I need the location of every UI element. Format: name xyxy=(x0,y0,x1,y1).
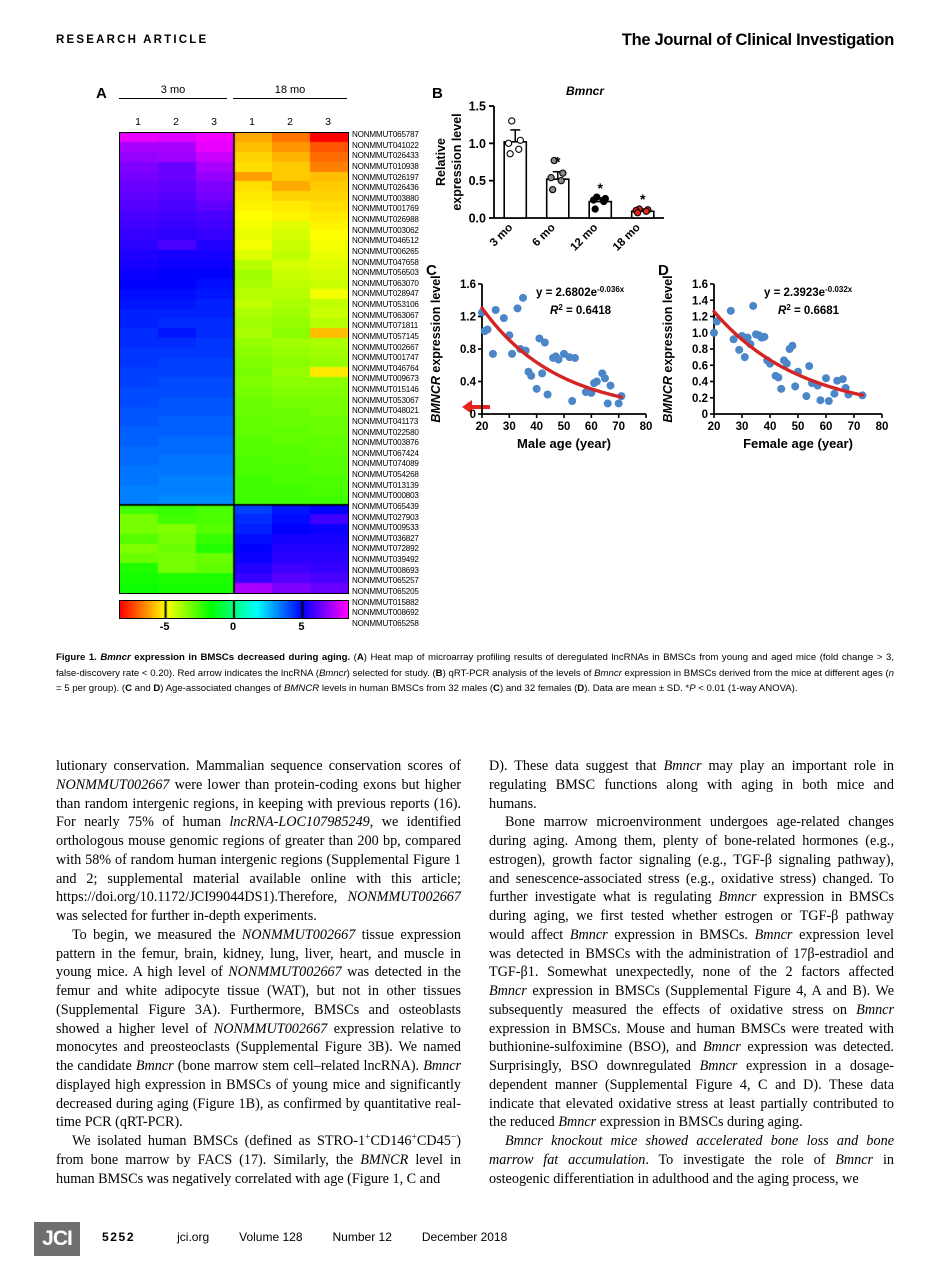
gene-label: NONMMUT067424 xyxy=(352,448,419,458)
gene-label: NONMMUT002667 xyxy=(352,342,419,352)
group-rule-3mo xyxy=(119,98,227,99)
data-point xyxy=(517,137,523,143)
gene-label: NONMMUT001769 xyxy=(352,204,419,214)
x-tick-label: 60 xyxy=(819,421,833,433)
gene-label: NONMMUT057145 xyxy=(352,331,419,341)
data-point xyxy=(749,302,757,310)
panel-b-letter: B xyxy=(432,85,443,102)
gene-label: NONMMUT072892 xyxy=(352,544,419,554)
body-paragraph: Bone marrow microenvironment undergoes age-related changes during aging. Among them, plenty of bone-related hormones (e.g., estrogen), growth factor signaling (e.g., TGF-β signaling pathway), and senescence-associated stress (e.g., oxidative stress) changed. To further investigate what is regulating Bmncr expression in BMSCs during aging, we first tested whether estrogen or TGF-β pathway would affect Bmncr expression in BMSCs. Bmncr expression level was detected in BMSCs with the administration of 17β-estradiol and TGF-β1. Somewhat unexpectedly, none of the 2 factors affected Bmncr expression in BMSCs (Supplemental Figure 4, A and B). We subsequently measured the effects of oxidative stress on Bmncr expression in BMSCs. Mouse and human BMSCs were treated with buthionine-sulfoximine (BSO), and Bmncr expression was detected. Surprisingly, BSO downregulated Bmncr expression in a dosage-dependent manner (Supplemental Figure 4, C and D). These data indicate that elevated oxidative stress at least partially contributed to the reduced Bmncr expression in BMSCs during aging. xyxy=(489,814,895,1131)
gene-label: NONMMUT065205 xyxy=(352,586,419,596)
data-point xyxy=(514,304,522,312)
group-rule-18mo xyxy=(233,98,347,99)
figure-1 xyxy=(56,84,894,644)
colorbar-tick-label: 5 xyxy=(298,621,305,633)
data-point xyxy=(802,392,810,400)
data-point xyxy=(643,208,649,214)
gene-label: NONMMUT026436 xyxy=(352,183,419,193)
data-point xyxy=(560,170,566,176)
gene-label: NONMMUT071811 xyxy=(352,321,419,331)
data-point xyxy=(825,397,833,405)
figure-panel-c xyxy=(424,262,656,482)
panel-a-group-labels xyxy=(119,84,347,118)
gene-label: NONMMUT022580 xyxy=(352,427,419,437)
y-tick-label: 1.0 xyxy=(692,327,708,340)
data-point xyxy=(635,210,641,216)
y-tick-label: 0.0 xyxy=(468,211,486,226)
y-tick-label: 0 xyxy=(701,409,708,421)
gene-label: NONMMUT053067 xyxy=(352,395,419,405)
gene-label: NONMMUT048021 xyxy=(352,406,419,416)
gene-label: NONMMUT026988 xyxy=(352,215,419,224)
gene-label: NONMMUT036827 xyxy=(352,533,419,543)
y-tick-label: 0.8 xyxy=(460,344,476,356)
gene-label: NONMMUT041173 xyxy=(352,416,419,426)
data-point xyxy=(601,198,607,204)
y-tick-label: 1.0 xyxy=(468,136,486,151)
data-point xyxy=(500,314,508,322)
gene-label: NONMMUT028947 xyxy=(352,289,419,299)
y-axis-title-line1: Relative xyxy=(434,138,448,186)
y-tick-label: 1.6 xyxy=(460,279,476,291)
y-tick-label: 1.2 xyxy=(692,311,708,324)
y-tick-label: 0.5 xyxy=(468,174,486,189)
data-point xyxy=(519,294,527,302)
data-point xyxy=(558,178,564,184)
x-tick-label: 12 mo xyxy=(568,221,601,254)
body-column-right xyxy=(489,757,894,1188)
data-point xyxy=(777,385,785,393)
gene-label: NONMMUT015882 xyxy=(352,597,419,607)
y-axis-title xyxy=(661,275,675,422)
gene-label: NONMMUT053106 xyxy=(352,300,419,309)
x-tick-label: 40 xyxy=(763,421,777,433)
gene-label: NONMMUT065257 xyxy=(352,576,419,586)
x-tick-label: 50 xyxy=(791,421,805,433)
colorbar-canvas xyxy=(119,600,349,619)
gene-label: NONMMUT009673 xyxy=(352,374,419,384)
heatmap-column-number: 3 xyxy=(325,116,331,128)
gene-label: NONMMUT009533 xyxy=(352,523,419,533)
gene-label: NONMMUT063067 xyxy=(352,310,419,320)
data-point xyxy=(727,307,735,315)
panel-a-column-numbers xyxy=(119,116,347,132)
data-point xyxy=(541,339,549,347)
y-tick-label: 0.6 xyxy=(692,360,708,373)
jci-logo: JCI xyxy=(34,1222,80,1256)
colorbar-tick-label: -5 xyxy=(159,621,170,633)
gene-label: NONMMUT003876 xyxy=(352,438,419,448)
gene-label: NONMMUT065439 xyxy=(352,501,419,511)
figure-caption: Figure 1. Bmncr expression in BMSCs decreased during aging. (A) Heat map of microarray profiling results of deregulated lncRNAs in BMSCs from young and aged mice (fold change > 3, false-discovery rate < 0.20). Red arrow indicates the lncRNA (Bmncr) selected for study. (B) qRT-PCR analysis of the levels of Bmncr expression in BMSCs derived from the mice at different ages (n = 5 per group). (C and D) Age-associated changes of BMNCR levels in human BMSCs from 32 males (C) and 32 females (D). Data are mean ± SD. *P < 0.01 (1-way ANOVA). xyxy=(56,652,894,695)
gene-label: NONMMUT046764 xyxy=(352,363,419,373)
regression-equation: $y = 2.6802e^{-0.036x}$ xyxy=(536,284,625,299)
body-column-left xyxy=(56,757,461,1188)
group-label-18mo xyxy=(233,84,347,99)
heatmap-column-number: 2 xyxy=(287,116,293,128)
data-point xyxy=(568,397,576,405)
gene-label: NONMMUT063070 xyxy=(352,278,419,288)
data-point xyxy=(710,329,718,337)
y-tick-label: 1.4 xyxy=(692,295,708,308)
data-point xyxy=(615,399,623,407)
data-point xyxy=(507,151,513,157)
gene-label: NONMMUT003880 xyxy=(352,193,419,203)
data-point xyxy=(509,118,515,124)
gene-label: NONMMUT003062 xyxy=(352,225,419,235)
panel-b-title: Bmncr xyxy=(565,84,604,98)
data-point xyxy=(760,333,768,341)
significance-marker: * xyxy=(555,153,561,170)
gene-label: NONMMUT041022 xyxy=(352,140,419,150)
y-tick-label: 0.4 xyxy=(460,376,476,389)
y-tick-label: 0.4 xyxy=(692,376,708,389)
bar-chart-bmncr xyxy=(432,84,672,264)
data-point xyxy=(492,306,500,314)
colorbar xyxy=(119,600,347,637)
gene-label: NONMMUT008693 xyxy=(352,565,419,575)
group-label-18mo-text: 18 mo xyxy=(274,84,306,96)
data-point xyxy=(606,382,614,390)
data-point xyxy=(516,146,522,152)
gene-label: NONMMUT015146 xyxy=(352,385,419,394)
x-tick-label: 30 xyxy=(735,421,749,433)
data-point xyxy=(590,197,596,203)
y-tick-label: 1.6 xyxy=(692,279,708,291)
gene-label: NONMMUT008692 xyxy=(352,608,419,618)
y-tick-label: 1.2 xyxy=(460,311,476,324)
data-point xyxy=(830,390,838,398)
data-point xyxy=(483,326,491,334)
body-paragraph: Bmncr knockout mice showed accelerated bone loss and bone marrow fat accumulation. To investigate the role of Bmncr in osteogenic differentiation in adulthood and the aging process, we xyxy=(489,1133,894,1187)
data-point xyxy=(791,382,799,390)
body-paragraph: To begin, we measured the NONMMUT002667 tissue expression pattern in the femur, brain, kidney, lung, liver, heart, and muscle in young mice. A high level of NONMMUT002667 was detected in the femur and white adipocyte tissue (WAT), but not in other tissues (Supplemental Figure 3A). Furthermore, BMSCs and osteoblasts showed a higher level of NONMMUT002667 expression relative to monocytes and preosteoclasts (Supplemental Figure 3B). We named the candidate Bmncr (bone marrow stem cell–related lncRNA). Bmncr displayed high expression in BMSCs of young mice and significantly decreased during aging (Figure 1B), as confirmed by quantitative real-time PCR (qRT-PCR). xyxy=(56,926,462,1131)
data-point xyxy=(548,175,554,181)
scatter-female-age xyxy=(656,262,894,482)
x-tick-label: 70 xyxy=(612,421,626,433)
y-tick-label: 1.5 xyxy=(468,99,486,114)
bar xyxy=(547,179,569,218)
r-squared-label: $R^2 = 0.6681$ xyxy=(778,302,840,317)
gene-label: NONMMUT046512 xyxy=(352,236,419,246)
y-tick-label: 0.8 xyxy=(692,344,708,356)
r-squared-label: $R^2 = 0.6418$ xyxy=(550,302,612,317)
body-paragraph: D). These data suggest that Bmncr may play an important role in regulating BMSC functions along with aging in both mice and humans. xyxy=(489,758,895,812)
gene-label: NONMMUT026433 xyxy=(352,151,419,161)
x-tick-label: 70 xyxy=(847,421,861,433)
heatmap-container xyxy=(119,132,347,677)
x-axis-title: Female age (year) xyxy=(743,436,853,451)
x-tick-label: 80 xyxy=(875,421,889,433)
data-point xyxy=(735,346,743,354)
page-footer xyxy=(34,1222,914,1256)
footer-date: December 2018 xyxy=(421,1230,508,1244)
data-point xyxy=(593,378,601,386)
data-point xyxy=(741,353,749,361)
scatter-male-age xyxy=(424,262,656,482)
regression-equation: $y = 2.3923e^{-0.032x}$ xyxy=(764,284,853,299)
x-tick-label: 40 xyxy=(530,421,544,433)
heatmap-canvas xyxy=(119,132,349,594)
data-point xyxy=(788,342,796,350)
panel-c-letter: C xyxy=(426,262,437,279)
panel-a-letter: A xyxy=(96,85,107,102)
gene-label: NONMMUT039492 xyxy=(352,555,419,564)
gene-label: NONMMUT047658 xyxy=(352,257,419,267)
gene-label: NONMMUT000803 xyxy=(352,491,419,501)
x-tick-label: 80 xyxy=(639,421,653,433)
gene-label: NONMMUT056503 xyxy=(352,268,419,278)
body-paragraph: lutionary conservation. Mammalian sequence conservation scores of NONMMUT002667 were lower than protein-coding exons but higher than random intergenic regions, in keeping with previous reports (16). For nearly 75% of human lncRNA-LOC107985249, we identified orthologous mouse genomic regions of greater than 200 bp, compared with 58% of random human intergenic regions (Supplemental Figure 1 and 2; supplemental material available online with this article; https://doi.org/10.1172/JCI99044DS1).Therefore, NONMMUT002667 was selected for further in-depth experiments. xyxy=(56,758,461,924)
data-point xyxy=(774,373,782,381)
data-point xyxy=(533,385,541,393)
x-axis-title: Male age (year) xyxy=(517,436,611,451)
figure-panel-d xyxy=(656,262,894,482)
footer-text xyxy=(102,1230,537,1244)
page-number: 5252 xyxy=(102,1230,136,1244)
svg-text:BMNCR expression level: BMNCR expression level xyxy=(429,275,443,423)
x-tick-label: 6 mo xyxy=(530,221,558,250)
data-point xyxy=(544,391,552,399)
heatmap-column-number: 3 xyxy=(211,116,217,128)
body-paragraph: We isolated human BMSCs (defined as STRO-1+CD146+CD45−) from bone marrow by FACS (17). Similarly, the BMNCR level in human BMSCs was negatively correlated with age (Figure 1, C and xyxy=(56,1131,461,1187)
data-point xyxy=(550,187,556,193)
gene-label: NONMMUT001747 xyxy=(352,353,419,363)
heatmap-column-number: 2 xyxy=(173,116,179,128)
data-point xyxy=(604,399,612,407)
x-tick-label: 60 xyxy=(584,421,598,433)
x-tick-label: 50 xyxy=(557,421,571,433)
running-head-left: RESEARCH ARTICLE xyxy=(56,34,209,46)
group-label-3mo-text: 3 mo xyxy=(160,84,186,96)
running-head-right: The Journal of Clinical Investigation xyxy=(621,31,894,49)
data-point xyxy=(508,350,516,358)
gene-label: NONMMUT054268 xyxy=(352,470,419,479)
heatmap-column-number: 1 xyxy=(249,116,255,128)
data-point xyxy=(822,374,830,382)
significance-marker: * xyxy=(640,191,646,208)
gene-label: NONMMUT006265 xyxy=(352,246,419,256)
gene-label: NONMMUT013139 xyxy=(352,480,419,490)
data-point xyxy=(505,140,511,146)
group-label-3mo xyxy=(119,84,227,99)
x-tick-label: 20 xyxy=(707,421,721,433)
x-tick-label: 3 mo xyxy=(487,221,516,250)
gene-label: NONMMUT026197 xyxy=(352,172,419,182)
gene-label: NONMMUT065258 xyxy=(352,618,419,628)
colorbar-ticks xyxy=(119,621,347,637)
x-tick-label: 30 xyxy=(502,421,516,433)
data-point xyxy=(489,350,497,358)
footer-site[interactable]: jci.org xyxy=(177,1230,210,1244)
data-point xyxy=(805,362,813,370)
data-point xyxy=(592,206,598,212)
figure-panel-a xyxy=(56,84,419,644)
y-axis-title xyxy=(434,113,464,210)
y-axis-title-line2: expression level xyxy=(450,113,464,211)
svg-text:BMNCR expression level: BMNCR expression level xyxy=(661,275,675,423)
gene-label: NONMMUT065787 xyxy=(352,130,419,139)
y-tick-label: 0.2 xyxy=(692,392,708,405)
data-point xyxy=(538,369,546,377)
panel-d-letter: D xyxy=(658,262,669,279)
gene-label: NONMMUT074089 xyxy=(352,459,419,469)
running-head xyxy=(56,31,894,56)
colorbar-tick-label: 0 xyxy=(229,621,237,633)
data-point xyxy=(601,374,609,382)
x-tick-label: 20 xyxy=(475,421,489,433)
data-point xyxy=(839,375,847,383)
data-point xyxy=(816,396,824,404)
gene-label: NONMMUT010938 xyxy=(352,161,419,171)
gene-label: NONMMUT027903 xyxy=(352,512,419,522)
figure-panel-b xyxy=(432,84,672,264)
heatmap-column-number: 1 xyxy=(135,116,141,128)
data-point xyxy=(527,372,535,380)
significance-marker: * xyxy=(597,179,603,196)
x-tick-label: 18 mo xyxy=(610,221,643,254)
y-axis-title xyxy=(429,275,443,422)
footer-volume: Volume 128 xyxy=(239,1230,303,1244)
data-point xyxy=(571,354,579,362)
footer-number: Number 12 xyxy=(332,1230,392,1244)
y-tick-label: 0 xyxy=(469,409,476,421)
